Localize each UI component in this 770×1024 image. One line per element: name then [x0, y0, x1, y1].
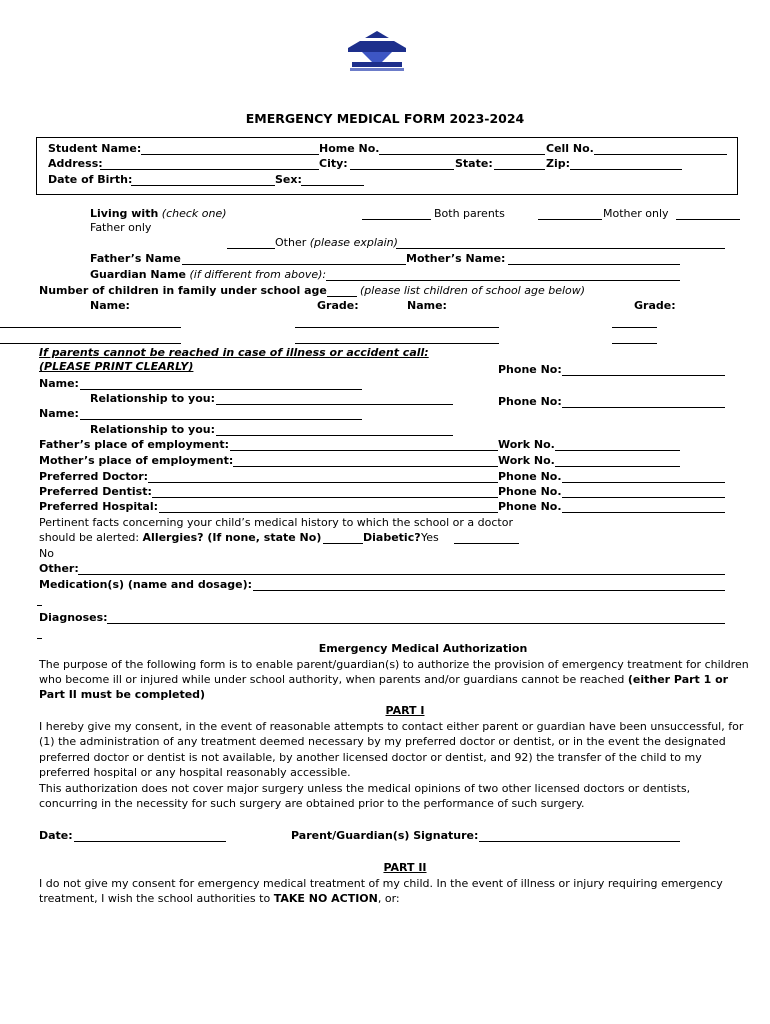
contact-2-name-field[interactable]	[80, 419, 362, 420]
other-living-field[interactable]	[396, 248, 725, 249]
father-employment-field[interactable]	[230, 450, 498, 451]
father-employment-label: Father’s place of employment:	[39, 438, 230, 451]
contact-1-name-field[interactable]	[80, 389, 362, 390]
contact-2-phone-field[interactable]	[562, 407, 725, 408]
child-grade-field-2[interactable]	[612, 343, 657, 344]
guardian-name-label: Guardian Name (if different from above):	[90, 268, 327, 281]
address-field[interactable]	[100, 169, 319, 170]
signature-field[interactable]	[479, 841, 680, 842]
doctor-phone-label: Phone No.	[498, 470, 562, 483]
school-logo	[344, 28, 410, 74]
doctor-label: Preferred Doctor:	[39, 470, 149, 483]
other-medical-field[interactable]	[78, 574, 725, 575]
diagnoses-field[interactable]	[107, 623, 725, 624]
dentist-phone-field[interactable]	[562, 497, 725, 498]
sex-field[interactable]	[301, 185, 364, 186]
contact-2-phone-label: Phone No:	[498, 395, 562, 408]
mother-only-option: Mother only	[603, 207, 669, 220]
diagnoses-label: Diagnoses:	[39, 611, 108, 624]
child-grade-field[interactable]	[295, 327, 499, 328]
contact-1-relationship-field[interactable]	[216, 404, 453, 405]
zip-field[interactable]	[570, 169, 682, 170]
diabetic-yes-option[interactable]: Yes	[421, 531, 439, 544]
father-only-field[interactable]	[676, 219, 740, 220]
children-name-col-2: Name:	[407, 299, 447, 312]
purpose-line2: who become ill or injured while under school authority, when parents and/or guardians cannot be reached (either Part 1 or	[39, 673, 729, 686]
hospital-field[interactable]	[159, 512, 498, 513]
dob-label: Date of Birth:	[48, 173, 133, 186]
part1-line2: (1) the administration of any treatment deemed necessary by my preferred doctor or dentist, or in the event the designated	[39, 735, 726, 748]
children-grade-col: Grade:	[317, 299, 359, 312]
contacts-heading: If parents cannot be reached in case of illness or accident call:	[39, 346, 429, 359]
pertinent-facts-line2: should be alerted: Allergies? (If none, state No)	[39, 531, 322, 544]
mother-only-field[interactable]	[538, 219, 602, 220]
home-no-label: Home No.	[319, 142, 380, 155]
both-parents-field[interactable]	[362, 219, 431, 220]
contact-2-relationship-label: Relationship to you:	[90, 423, 215, 436]
guardian-name-field[interactable]	[326, 280, 680, 281]
hospital-label: Preferred Hospital:	[39, 500, 159, 513]
father-work-no-field[interactable]	[555, 450, 680, 451]
print-clearly-note: (PLEASE PRINT CLEARLY)	[39, 360, 194, 373]
contact-1-name-label: Name:	[39, 377, 79, 390]
diabetic-label: Diabetic?	[363, 531, 421, 544]
signature-label: Parent/Guardian(s) Signature:	[291, 829, 479, 842]
date-field[interactable]	[74, 841, 226, 842]
part1-line3: preferred doctor or dentist is not available, by another licensed doctor or dentist, and 92) the transfer of the child to my	[39, 751, 702, 764]
student-name-label: Student Name:	[48, 142, 142, 155]
date-label: Date:	[39, 829, 73, 842]
cell-no-label: Cell No.	[546, 142, 594, 155]
mother-employment-field[interactable]	[233, 466, 498, 467]
other-living-label: Other (please explain)	[275, 236, 398, 249]
mother-work-no-field[interactable]	[555, 466, 680, 467]
medication-label: Medication(s) (name and dosage):	[39, 578, 252, 591]
mother-work-no-label: Work No.	[498, 454, 555, 467]
other-medical-label: Other:	[39, 562, 79, 575]
part1-heading: PART I	[385, 704, 425, 717]
children-count-label: Number of children in family under school age	[39, 284, 327, 297]
logo-emblem-icon	[344, 28, 410, 74]
part2-line2: treatment, I wish the school authorities to TAKE NO ACTION, or:	[39, 892, 400, 905]
dob-field[interactable]	[131, 185, 275, 186]
living-with: Living with (check one)	[90, 207, 227, 220]
diabetic-no-option[interactable]: No	[39, 547, 54, 560]
contact-1-phone-field[interactable]	[562, 375, 725, 376]
mother-name-field[interactable]	[508, 264, 680, 265]
cell-no-field[interactable]	[594, 154, 727, 155]
father-name-field[interactable]	[182, 264, 406, 265]
contact-2-name-label: Name:	[39, 407, 79, 420]
child-grade-field-2[interactable]	[612, 327, 657, 328]
children-count-field[interactable]	[327, 296, 357, 297]
state-field[interactable]	[494, 169, 545, 170]
dentist-field[interactable]	[152, 497, 498, 498]
authorization-heading: Emergency Medical Authorization	[318, 642, 528, 655]
part2-line1: I do not give my consent for emergency medical treatment of my child. In the event of illness or injury requiring emergency	[39, 877, 723, 890]
dentist-phone-label: Phone No.	[498, 485, 562, 498]
state-label: State:	[455, 157, 493, 170]
part2-heading: PART II	[383, 861, 427, 874]
children-grade-col-2: Grade:	[634, 299, 676, 312]
father-name-label: Father’s Name	[90, 252, 181, 265]
mother-name-label: Mother’s Name:	[406, 252, 506, 265]
both-parents-option: Both parents	[434, 207, 505, 220]
city-field[interactable]	[350, 169, 454, 170]
other-living-check[interactable]	[227, 248, 275, 249]
children-count-hint: (please list children of school age below)	[360, 284, 586, 297]
sex-label: Sex:	[275, 173, 302, 186]
father-only-option: Father only	[90, 221, 152, 234]
mother-employment-label: Mother’s place of employment:	[39, 454, 234, 467]
zip-label: Zip:	[546, 157, 571, 170]
diagnoses-field-continued[interactable]	[37, 638, 42, 639]
contact-1-phone-label: Phone No:	[498, 363, 562, 376]
part1-line4: preferred hospital or any hospital reasonably accessible.	[39, 766, 351, 779]
part1-line1: I hereby give my consent, in the event of reasonable attempts to contact either parent or guardian have been unsuccessful, for	[39, 720, 744, 733]
children-name-col: Name:	[90, 299, 130, 312]
doctor-field[interactable]	[148, 482, 498, 483]
medication-field[interactable]	[253, 590, 725, 591]
hospital-phone-field[interactable]	[562, 512, 725, 513]
student-name-field[interactable]	[141, 154, 319, 155]
contact-1-relationship-label: Relationship to you:	[90, 392, 215, 405]
child-name-field[interactable]	[0, 327, 181, 328]
part1-line6: concurring in the necessity for such surgery are obtained prior to the performance of such surgery.	[39, 797, 585, 810]
diabetic-yes-field[interactable]	[454, 543, 519, 544]
home-no-field[interactable]	[379, 154, 545, 155]
purpose-line3: Part II must be completed)	[39, 688, 206, 701]
address-label: Address:	[48, 157, 103, 170]
dentist-label: Preferred Dentist:	[39, 485, 152, 498]
doctor-phone-field[interactable]	[562, 482, 725, 483]
medication-field-continued[interactable]	[37, 605, 42, 606]
page-title: EMERGENCY MEDICAL FORM 2023-2024	[245, 111, 525, 126]
city-label: City:	[319, 157, 348, 170]
contact-2-relationship-field[interactable]	[216, 435, 453, 436]
hospital-phone-label: Phone No.	[498, 500, 562, 513]
allergies-field[interactable]	[323, 543, 363, 544]
student-info-box	[36, 137, 738, 195]
part1-line5: This authorization does not cover major surgery unless the medical opinions of two other licensed doctors or dentists,	[39, 782, 691, 795]
purpose-line1: The purpose of the following form is to enable parent/guardian(s) to authorize the provision of emergency treatment for children	[39, 658, 749, 671]
child-name-field[interactable]	[0, 343, 181, 344]
pertinent-facts-line1: Pertinent facts concerning your child’s medical history to which the school or a doctor	[39, 516, 513, 529]
father-work-no-label: Work No.	[498, 438, 555, 451]
child-grade-field[interactable]	[295, 343, 499, 344]
